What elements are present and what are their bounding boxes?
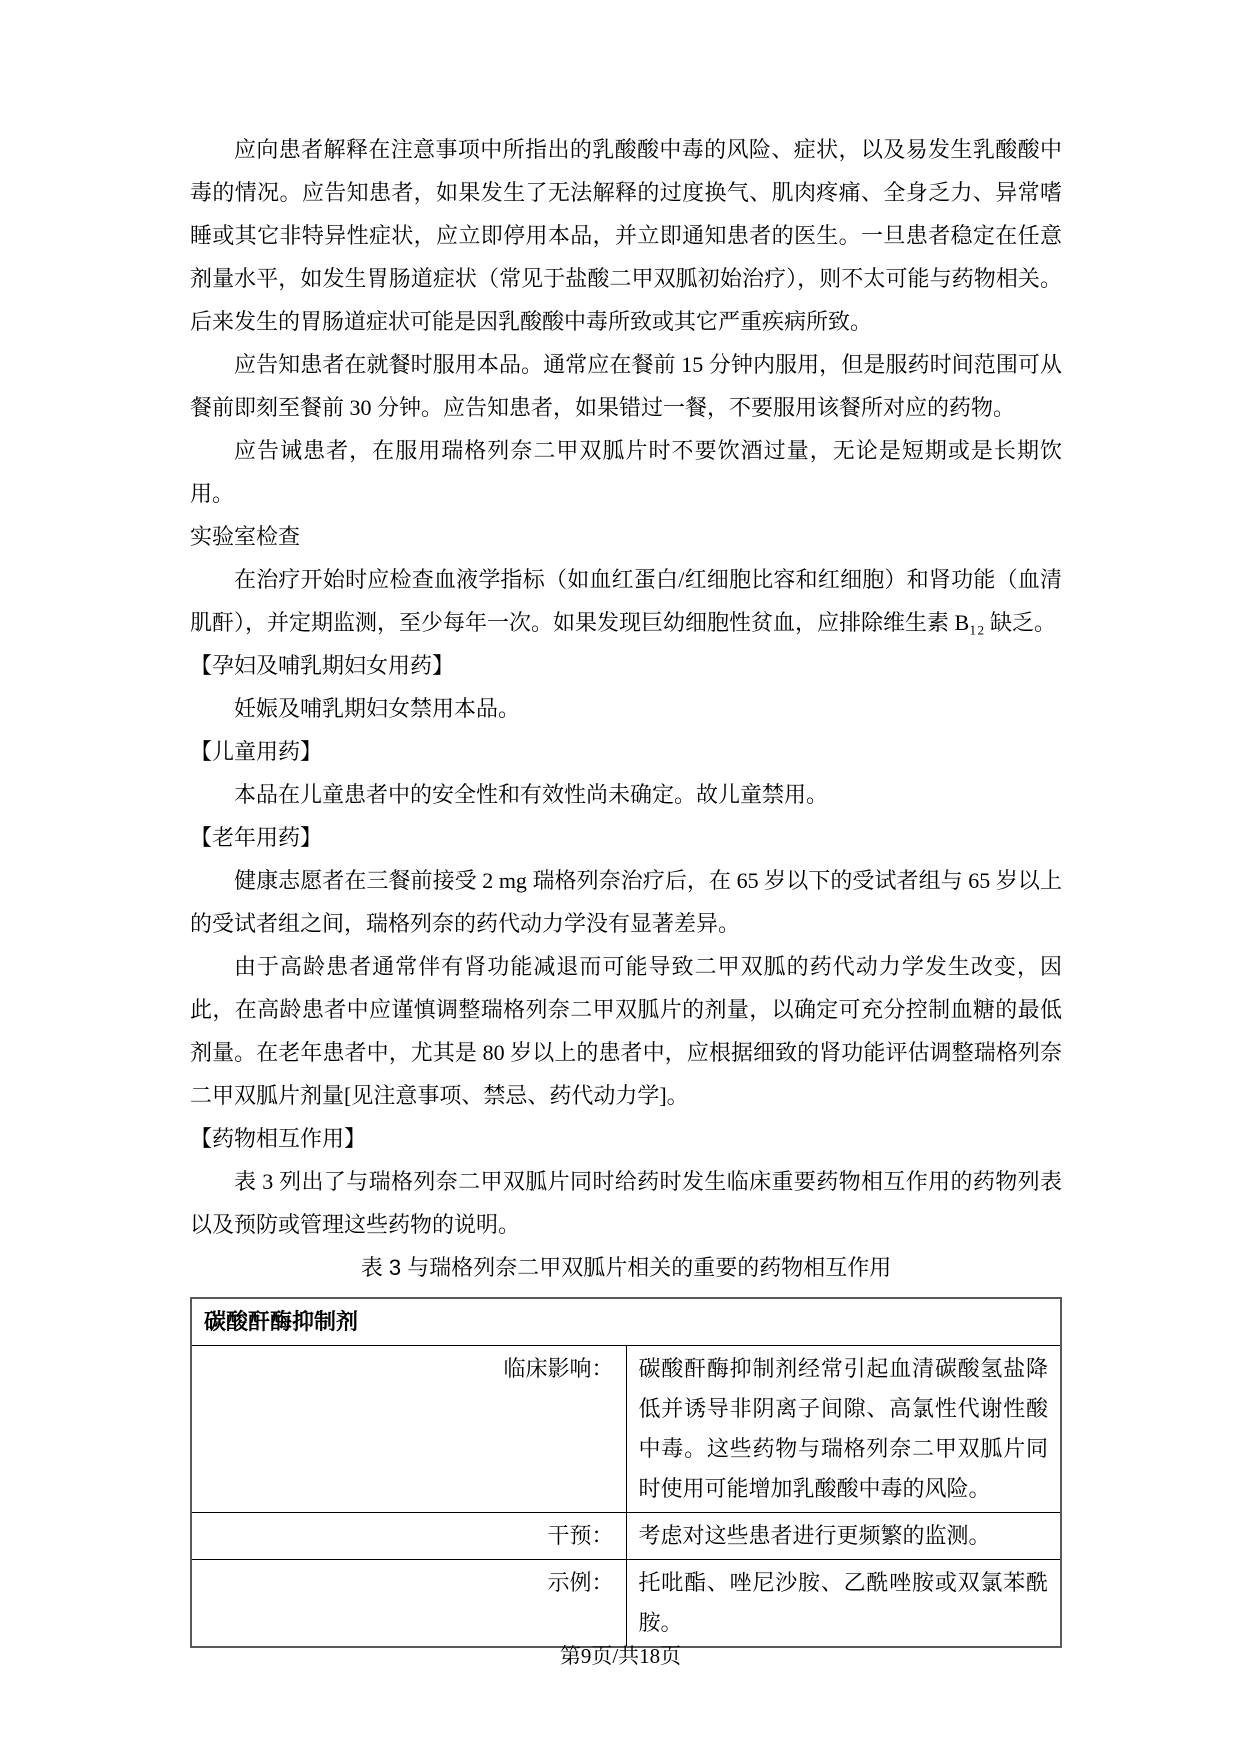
document-body (190, 128, 1062, 1648)
section-heading-children: 【儿童用药】 (190, 739, 323, 764)
row-value-examples: 托吡酯、唑尼沙胺、乙酰唑胺或双氯苯酰胺。 (626, 1560, 1061, 1648)
paragraph-elderly-pharmacokinetics: 健康志愿者在三餐前接受 2 mg 瑞格列奈治疗后，在 65 岁以下的受试者组与 65 岁以上的受试者组之间，瑞格列奈的药代动力学没有显著差异。 (190, 868, 1062, 936)
row-label-clinical-impact: 临床影响： (191, 1346, 626, 1513)
paragraph-lab-tests: 在治疗开始时应检查血液学指标（如血红蛋白/红细胞比容和红细胞）和肾功能（血清肌酐），并定期监测，至少每年一次。如果发现巨幼细胞性贫血，应排除维生素 B₁₂ 缺乏。 (190, 567, 1062, 635)
drug-interaction-table (190, 1297, 1062, 1648)
paragraph-elderly-dose-adjustment: 由于高龄患者通常伴有肾功能减退而可能导致二甲双胍的药代动力学发生改变，因此，在高龄患者中应谨慎调整瑞格列奈二甲双胍片的剂量，以确定可充分控制血糖的最低剂量。在老年患者中，尤其是 80 岁以上的患者中，应根据细致的肾功能评估调整瑞格列奈二甲双胍片剂量[见注意事项、禁忌、药代动力学]。 (190, 954, 1062, 1108)
table-title: 表 3 与瑞格列奈二甲双胍片相关的重要的药物相互作用 (360, 1255, 892, 1280)
paragraph-meal-timing: 应告知患者在就餐时服用本品。通常应在餐前 15 分钟内服用，但是服药时间范围可从餐前即刻至餐前 30 分钟。应告知患者，如果错过一餐，不要服用该餐所对应的药物。 (190, 352, 1062, 420)
table-group-header-row (191, 1298, 1061, 1346)
paragraph-pregnancy: 妊娠及哺乳期妇女禁用本品。 (234, 696, 521, 721)
row-label-intervention: 干预： (191, 1513, 626, 1560)
row-label-examples: 示例： (191, 1560, 626, 1648)
table-row (191, 1513, 1061, 1560)
row-value-clinical-impact: 碳酸酐酶抑制剂经常引起血清碳酸氢盐降低并诱导非阴离子间隙、高氯性代谢性酸中毒。这些药物与瑞格列奈二甲双胍片同时使用可能增加乳酸酸中毒的风险。 (626, 1346, 1061, 1513)
table-row (191, 1346, 1061, 1513)
page-number: 第9页/共18页 (559, 1644, 682, 1668)
paragraph-alcohol-warning: 应告诫患者，在服用瑞格列奈二甲双胍片时不要饮酒过量，无论是短期或是长期饮用。 (190, 438, 1062, 506)
paragraph-drug-interactions-intro: 表 3 列出了与瑞格列奈二甲双胍片同时给药时发生临床重要药物相互作用的药物列表以及预防或管理这些药物的说明。 (190, 1169, 1062, 1237)
table-group-header-cell: 碳酸酐酶抑制剂 (191, 1298, 1061, 1346)
section-heading-pregnancy: 【孕妇及哺乳期妇女用药】 (190, 653, 455, 678)
table-row (191, 1560, 1061, 1648)
paragraph-children: 本品在儿童患者中的安全性和有效性尚未确定。故儿童禁用。 (234, 782, 829, 807)
section-heading-lab-tests: 实验室检查 (190, 524, 301, 549)
row-value-intervention: 考虑对这些患者进行更频繁的监测。 (626, 1513, 1061, 1560)
paragraph-lactic-acidosis-counseling: 应向患者解释在注意事项中所指出的乳酸酸中毒的风险、症状，以及易发生乳酸酸中毒的情况。应告知患者，如果发生了无法解释的过度换气、肌肉疼痛、全身乏力、异常嗜睡或其它非特异性症状，应立即停用本品，并立即通知患者的医生。一旦患者稳定在任意剂量水平，如发生胃肠道症状（常见于盐酸二甲双胍初始治疗），则不太可能与药物相关。后来发生的胃肠道症状可能是因乳酸酸中毒所致或其它严重疾病所致。 (190, 137, 1062, 334)
section-heading-drug-interactions: 【药物相互作用】 (190, 1126, 367, 1151)
section-heading-elderly: 【老年用药】 (190, 825, 323, 850)
